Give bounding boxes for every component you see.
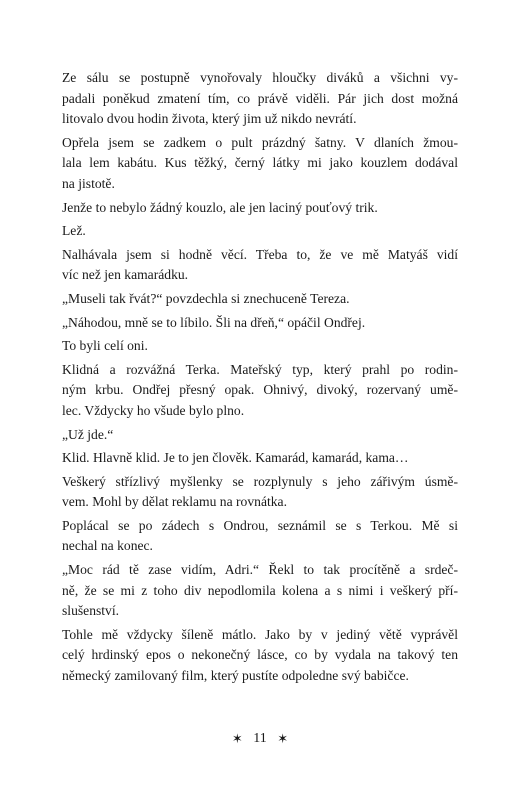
paragraph bbox=[62, 68, 458, 130]
text-line: celý hrdinský epos o nekonečný lásce, co by vydala na takový ten bbox=[62, 647, 458, 663]
page-footer bbox=[0, 731, 520, 747]
text-line: na jistotě. bbox=[62, 175, 115, 191]
text-line: německý zamilovaný film, který pustíte odpoledne svý babičce. bbox=[62, 668, 409, 684]
ornament-right-icon: ✶ bbox=[277, 731, 289, 746]
ornament-left-icon: ✶ bbox=[231, 731, 243, 746]
paragraph bbox=[62, 425, 458, 446]
text-line: vem. Mohl by dělat reklamu na rovnátka. bbox=[62, 494, 287, 510]
paragraph bbox=[62, 133, 458, 195]
paragraph bbox=[62, 336, 458, 357]
text-line: Opřela jsem se zadkem o pult prázdný šatny. V dlaních žmou- bbox=[62, 134, 458, 150]
text-line: nechal na konec. bbox=[62, 538, 153, 554]
paragraph bbox=[62, 560, 458, 622]
paragraph bbox=[62, 221, 458, 242]
text-line: lala lem kabátu. Kus těžký, černý látky mi jako kouzlem dodával bbox=[62, 155, 458, 171]
text-line: To byli celí oni. bbox=[62, 338, 148, 354]
text-line: Lež. bbox=[62, 223, 86, 239]
paragraph bbox=[62, 472, 458, 513]
text-line: Klidná a rozvážná Terka. Mateřský typ, který prahl po rodin- bbox=[62, 361, 458, 377]
paragraph bbox=[62, 198, 458, 219]
text-line: litovalo dvou hodin života, který jim už nikdo nevrátí. bbox=[62, 111, 357, 127]
paragraph bbox=[62, 245, 458, 286]
text-line: Veškerý střízlivý myšlenky se rozplynuly s jeho zářivým úsmě- bbox=[62, 473, 458, 489]
text-line: ně, že se mi z toho div nepodlomila kolena a s nimi i veškerý pří- bbox=[62, 582, 458, 598]
page-number: 11 bbox=[253, 731, 267, 746]
text-line: lec. Vždycky ho všude bylo plno. bbox=[62, 402, 245, 418]
text-line: Klid. Hlavně klid. Je to jen člověk. Kamarád, kamarád, kama… bbox=[62, 450, 409, 466]
text-line: Ze sálu se postupně vynořovaly hloučky diváků a všichni vy- bbox=[62, 70, 458, 85]
text-line: ným krbu. Ondřej přesný opak. Ohnivý, divoký, rozervaný umě- bbox=[62, 382, 458, 398]
paragraph bbox=[62, 448, 458, 469]
paragraph bbox=[62, 516, 458, 557]
paragraph bbox=[62, 625, 458, 687]
text-line: Poplácal se po zádech s Ondrou, seznámil se s Terkou. Mě si bbox=[62, 517, 458, 533]
body-text bbox=[62, 68, 458, 690]
text-line: „Museli tak řvát?“ povzdechla si znechuceně Tereza. bbox=[62, 290, 350, 306]
text-line: padali poněkud zmatení tím, co právě viděli. Pár jich dost možná bbox=[62, 90, 458, 106]
text-line: „Už jde.“ bbox=[62, 426, 114, 442]
paragraph bbox=[62, 289, 458, 310]
paragraph bbox=[62, 360, 458, 422]
text-line: Tohle mě vždycky šíleně mátlo. Jako by v jediný větě vyprávěl bbox=[62, 626, 458, 642]
text-line: „Náhodou, mně se to líbilo. Šli na dřeň,“ opáčil Ondřej. bbox=[62, 314, 366, 330]
paragraph bbox=[62, 313, 458, 334]
text-line: slušenství. bbox=[62, 603, 120, 619]
text-line: Jenže to nebylo žádný kouzlo, ale jen laciný pouťový trik. bbox=[62, 199, 378, 215]
text-line: víc než jen kamarádku. bbox=[62, 267, 189, 283]
text-line: „Moc rád tě zase vidím, Adri.“ Řekl to tak procítěně a srdeč- bbox=[62, 562, 458, 578]
text-line: Nalhávala jsem si hodně věcí. Třeba to, že ve mě Matyáš vidí bbox=[62, 246, 458, 262]
